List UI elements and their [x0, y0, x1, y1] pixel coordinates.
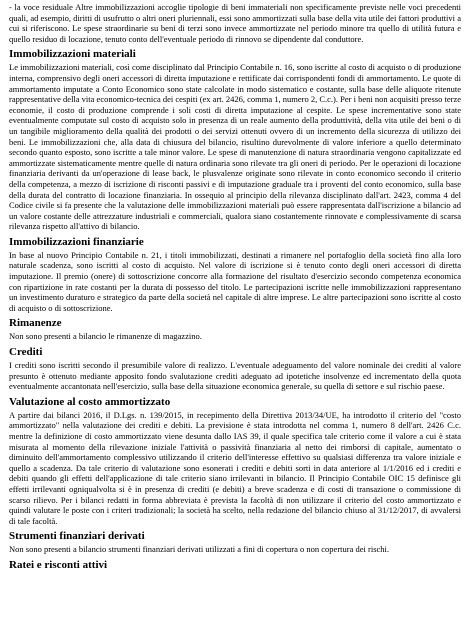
- heading-immobilizzazioni-materiali: Immobilizzazioni materiali: [9, 48, 136, 61]
- heading-ratei-risconti: Ratei e risconti attivi: [9, 558, 108, 571]
- heading-crediti: Crediti: [9, 346, 43, 359]
- paragraph-strumenti-derivati: Non sono presenti a bilancio strumenti finanziari derivati utilizzati a fini di copertura o non copertura dei rischi.: [9, 544, 390, 555]
- heading-rimanenze: Rimanenze: [9, 317, 62, 330]
- paragraph-immobilizzazioni-materiali: Le immobilizzazioni materiali, così come disciplinato dal Principio Contabile n. 16, sono iscritte al costo di acquisto o di produzione interna, comprensivo degli oneri accessori di diretta imputazione e rettificate dai corrispondenti fondi di ammortamento. Le quote di ammortamento imputate a Conto Economico sono state calcolate in modo sistematico e costante, sulla base delle aliquote ritenute rappresentative della vita economico-tecnica dei cespiti (ex art. 2426, comma 1, numero 2, C.c.). Per i beni non acquisiti presso terze economie, il costo di produzione comprende i soli costi di diretta imputazione al cespite. Le spese incrementative sono state eventualmente computate sul costo di acquisto solo in presenza di un reale aumento della produttività, della vita utile dei beni o di un tangibile miglioramento della qualità dei prodotti o dei servizi ottenuti ovvero di un incremento della sicurezza di utilizzo dei beni. Le immobilizzazioni che, alla data di chiusura del bilancio, risultino durevolmente di valore inferiore a quello determinato secondo quanto esposto, sono iscritte a tale minor valore. Le spese di manutenzione di natura straordinaria vengono capitalizzate ed ammortizzate sistematicamente mentre quelle di natura ordinaria sono rilevate tra gli oneri di periodo. Per le operazioni di locazione finanziaria derivanti da un'operazione di lease back, le plusvalenze originate sono rilevate in conto economico secondo il criterio della competenza, a mezzo di iscrizione di risconti passivi e di imputazione graduale tra i proventi del conto economico, sulla base della durata del contratto di locazione finanziaria. In ossequio al principio della rilevanza disciplinato dall'art. 2423, comma 4 del Codice civile si fa presente che la valutazione delle immobilizzazioni materiali può essere rappresentata dall'iscrizione a bilancio ad un valore costante delle attrezzature industriali e commerciali, qualora siano costantemente rinnovate e complessivamente di scarsa rilevanza rispetto all'attivo di bilancio.: [9, 62, 461, 232]
- heading-immobilizzazioni-finanziarie: Immobilizzazioni finanziarie: [9, 235, 144, 248]
- heading-costo-ammortizzato: Valutazione al costo ammortizzato: [9, 395, 171, 408]
- paragraph-rimanenze: Non sono presenti a bilancio le rimanenze di magazzino.: [9, 331, 202, 342]
- paragraph-altre-immobilizzazioni: - la voce residuale Altre immobilizzazioni accoglie tipologie di beni immateriali non specificamente previste nelle voci precedenti quali, ad esempio, diritti di usufrutto o altri oneri pluriennali, essi sono ammortizzati sulla base della vita utile dei fattori produttivi a cui si riferiscono. Le spese straordinarie su beni di terzi sono invece ammortizzate nel periodo minore tra quello di utilità futura e quello residuo di locazione, tenuto conto dell'eventuale periodo di rinnovo se dipendente dal conduttore.: [9, 2, 461, 44]
- paragraph-crediti: I crediti sono iscritti secondo il presumibile valore di realizzo. L'eventuale adeguamento del valore nominale dei crediti al valore presunto è ottenuto mediante apposito fondo svalutazione crediti adeguato ad ipotetiche insolvenze ed incrementato della quota eventualmente accantonata nell'esercizio, sulla base della situazione economica generale, su quella di settore e sul rischio paese.: [9, 360, 461, 392]
- heading-strumenti-derivati: Strumenti finanziari derivati: [9, 530, 145, 543]
- paragraph-immobilizzazioni-finanziarie: In base al nuovo Principio Contabile n. 21, i titoli immobilizzati, destinati a rimanere nel portafoglio della società fino alla loro naturale scadenza, sono iscritti al costo di acquisto. Nel valore di iscrizione si è tenuto conto degli oneri accessori di diretta imputazione. Il premio (onere) di sottoscrizione concorre alla formazione del risultato d'esercizio secondo competenza economica con ripartizione in rate costanti per la durata di possesso del titolo. Le partecipazioni iscritte nelle immobilizzazioni rappresentano un investimento duraturo e strategico da parte della società nel capitale di altre imprese. Le altre partecipazioni sono iscritte al costo di acquisto o di sottoscrizione.: [9, 249, 461, 313]
- paragraph-costo-ammortizzato: A partire dai bilanci 2016, il D.Lgs. n. 139/2015, in recepimento della Direttiva 2013/34/UE, ha introdotto il criterio del "costo ammortizzato" nella valutazione dei crediti e debiti. La previsione è stata introdotta nel comma 1, numero 8 dell'art. 2426 C.c. mentre la definizione di costo ammortizzato viene desunta dallo IAS 39, il quale specifica tale criterio come il valore a cui è stata misurata al momento della rilevazione iniziale l'attività o passività finanziaria al netto dei rimborsi di capitale, aumentato o diminuito dell'ammortamento complessivo utilizzando il criterio dell'interesse effettivo su qualsiasi differenza tra valore iniziale e quello a scadenza. Da tale criterio di valutazione sono esonerati i crediti e debiti sorti in data anteriore al 1/1/2016 ed i crediti e debiti quando gli effetti dell'applicazione di tale criterio siano irrilevanti in bilancio. Il Principio Contabile OIC 15 definisce gli effetti irrilevanti ogniqualvolta si è in presenza di crediti (e debiti) a breve scadenza e di costi di transazione o commissione di scarso rilievo. Per i bilanci redatti in forma abbreviata è prevista la facoltà di non utilizzare il criterio del costo ammortizzato e quindi valutare le poste con i criteri tradizionali; la società ha scelto, nella redazione del bilancio chiuso al 31/12/2017, di avvalersi di tale facoltà.: [9, 409, 461, 526]
